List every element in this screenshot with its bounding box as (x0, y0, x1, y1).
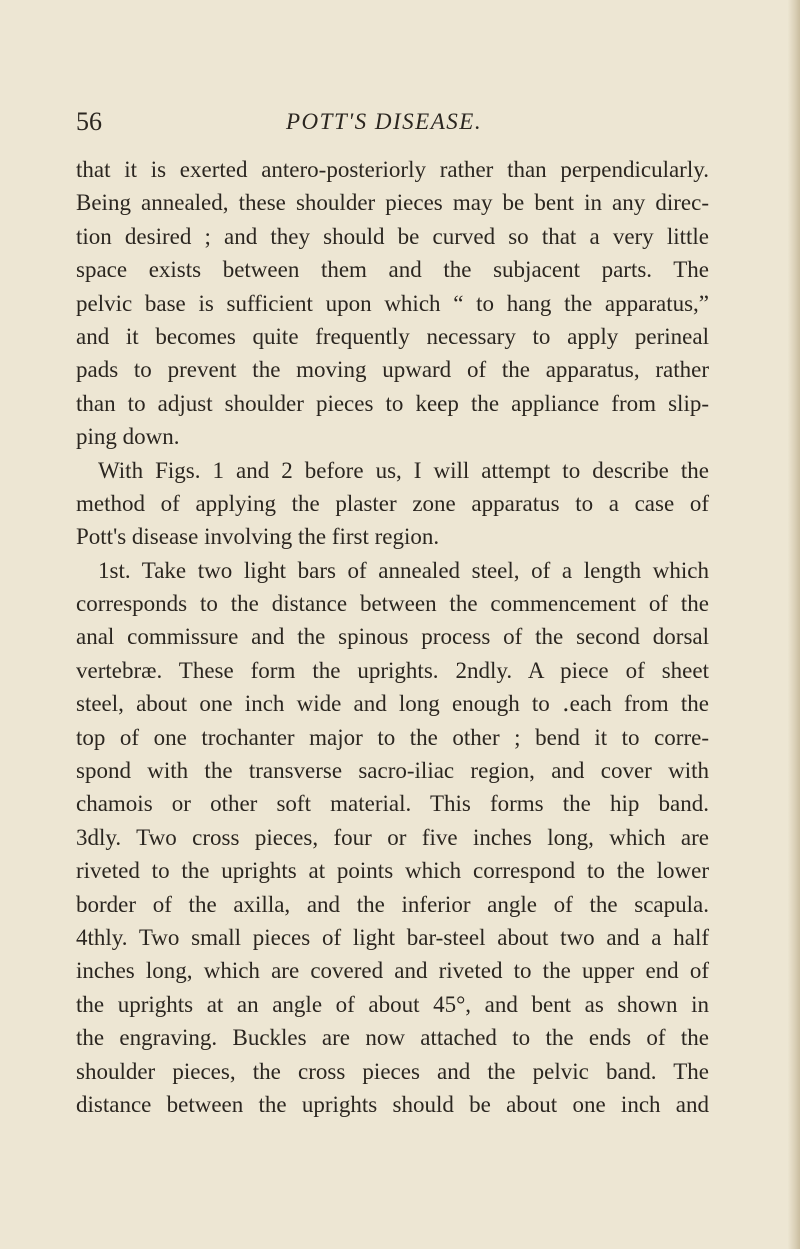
text-line: pelvic base is sufficient upon which “ to hang the apparatus,” (76, 290, 709, 316)
text-line: Being annealed, these shoulder pieces may be bent in any direc- (76, 190, 709, 216)
text-line: riveted to the uprights at points which correspond to the lower (76, 858, 709, 884)
page-number: 56 (76, 107, 102, 136)
text-line: border of the axilla, and the inferior angle of the scapula. (76, 891, 709, 917)
text-line: tion desired ; and they should be curved so that a very little (76, 223, 709, 249)
text-line: 4thly. Two small pieces of light bar-steel about two and a half (76, 924, 709, 950)
body-text (76, 153, 709, 1121)
text-line: method of applying the plaster zone apparatus to a case of (76, 490, 709, 516)
text-line: vertebræ. These form the uprights. 2ndly. A piece of sheet (76, 657, 709, 683)
text-line: Pott's disease involving the first region. (76, 524, 440, 550)
text-line: 1st. Take two light bars of annealed steel, of a length which (98, 557, 709, 583)
text-line: top of one trochanter major to the other ; bend it to corre- (76, 724, 709, 750)
page-edge (788, 0, 800, 1249)
text-line: the uprights at an angle of about 45°, and bent as shown in (76, 991, 709, 1017)
text-line: chamois or other soft material. This forms the hip band. (76, 791, 709, 817)
text-line: that it is exerted antero-posteriorly rather than perpendicularly. (76, 157, 709, 182)
text-line: inches long, which are covered and riveted to the upper end of (76, 958, 709, 984)
text-line: pads to prevent the moving upward of the apparatus, rather (76, 357, 709, 383)
text-line: distance between the uprights should be about one inch and (76, 1091, 709, 1117)
text-line: With Figs. 1 and 2 before us, I will attempt to describe the (98, 457, 709, 483)
text-line: ping down. (76, 424, 180, 450)
text-line: than to adjust shoulder pieces to keep the appliance from slip- (76, 390, 709, 416)
text-line: anal commissure and the spinous process of the second dorsal (76, 624, 709, 650)
text-line: shoulder pieces, the cross pieces and the pelvic band. The (76, 1058, 709, 1084)
text-line: corresponds to the distance between the commencement of the (76, 591, 709, 617)
text-line: space exists between them and the subjacent parts. The (76, 257, 709, 283)
running-title: POTT'S DISEASE. (286, 109, 483, 134)
text-line: spond with the transverse sacro-iliac region, and cover with (76, 758, 709, 784)
text-line: and it becomes quite frequently necessary to apply perineal (76, 323, 709, 349)
text-line: 3dly. Two cross pieces, four or five inches long, which are (76, 824, 709, 850)
running-head (76, 104, 736, 140)
text-line: steel, about one inch wide and long enough to ․each from the (76, 691, 709, 717)
text-line: the engraving. Buckles are now attached to the ends of the (76, 1025, 709, 1051)
